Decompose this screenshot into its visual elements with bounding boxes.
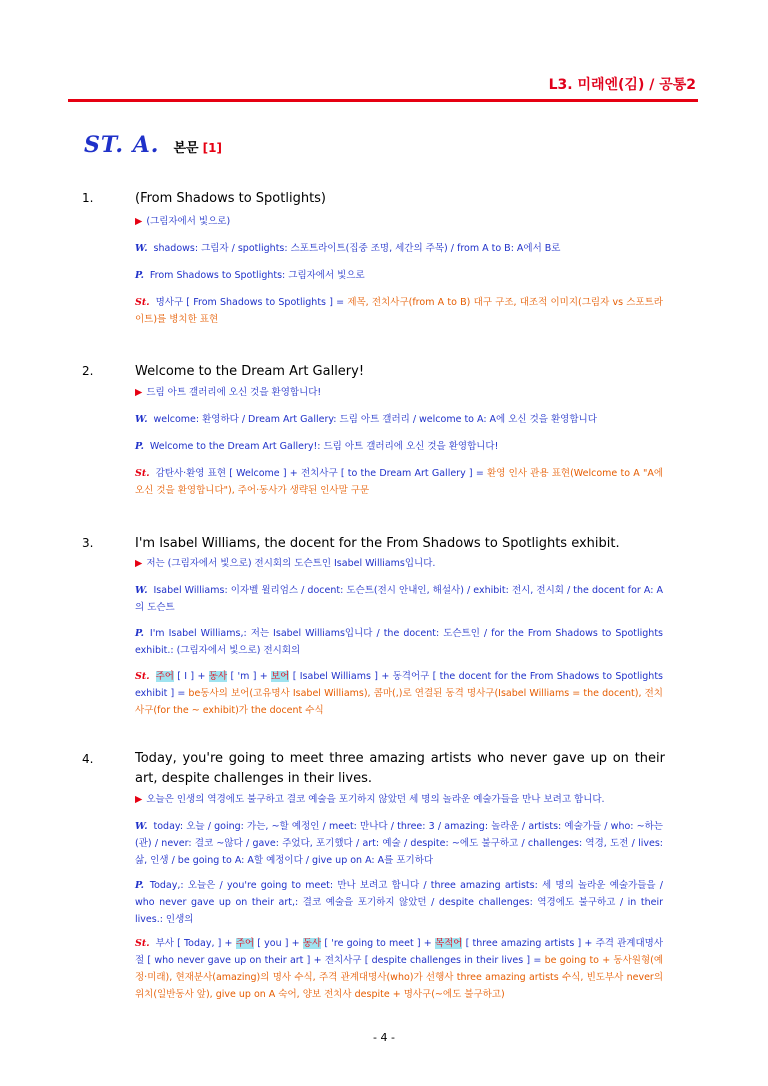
complement-highlight: 보어 — [271, 671, 290, 682]
word-row: W. welcome: 환영하다 / Dream Art Gallery: 드림 아트 갤러리 / welcome to A: A에 오신 것을 환영합니다 — [135, 414, 597, 425]
english-sentence: I'm Isabel Williams, the docent for the From Shadows to Spotlights exhibit. — [135, 536, 620, 551]
object-highlight: 목적어 — [434, 938, 463, 949]
word-tag: W. — [135, 243, 148, 254]
structure-row: St. 주어 [ I ] + 동사 [ 'm ] + 보어 [ Isabel Williams ] + 동격어구 [ the docent for the From Shadows to Spotlights exhibit ] = be동사의 보어(고유명사 Isabel Williams), 콤마(,)로 연결된 동격 명사구(Isabel Williams = the docent), 전치사구(for the ~ exhibit)가 the docent 수식 — [135, 671, 664, 716]
phrase-tag: P. — [135, 270, 144, 281]
translation: ▶ 드림 아트 갤러리에 오신 것을 환영합니다! — [135, 387, 322, 398]
subject-highlight: 주어 — [155, 671, 174, 682]
triangle-icon: ▶ — [135, 216, 143, 227]
word-tag: W. — [135, 585, 148, 596]
phrase-tag: P. — [135, 441, 144, 452]
section-title — [84, 132, 222, 158]
word-tag: W. — [135, 414, 148, 425]
header-rule — [68, 99, 698, 102]
section-sub: [1] — [202, 141, 222, 155]
page-header: L3. 미래엔(김) / 공통2 — [548, 77, 696, 93]
word-row: W. Isabel Williams: 이자벨 윌리엄스 / docent: 도슨트(전시 안내인, 해설사) / exhibit: 전시, 전시회 / the docent for A: A의 도슨트 — [135, 585, 663, 613]
triangle-icon: ▶ — [135, 558, 143, 569]
translation: ▶ 저는 (그림자에서 빛으로) 전시회의 도슨트인 Isabel Williams입니다. — [135, 558, 436, 569]
english-sentence: (From Shadows to Spotlights) — [135, 191, 327, 206]
phrase-row: P. From Shadows to Spotlights: 그림자에서 빛으로 — [135, 270, 365, 281]
english-sentence: Welcome to the Dream Art Gallery! — [135, 364, 365, 379]
item-number: 2. — [82, 364, 94, 378]
section-label: 본문 — [173, 141, 199, 156]
word-tag: W. — [135, 821, 148, 832]
word-row: W. shadows: 그림자 / spotlights: 스포트라이트(집중 조명, 세간의 주목) / from A to B: A에서 B로 — [135, 243, 561, 254]
structure-tag: St. — [135, 671, 150, 682]
page-number: - 4 - — [373, 1031, 395, 1044]
section-mark: ST. A. — [84, 132, 160, 158]
verb-highlight: 동사 — [302, 938, 322, 949]
translation: ▶ (그림자에서 빛으로) — [135, 216, 231, 227]
structure-row: St. 감탄사·환영 표현 [ Welcome ] + 전치사구 [ to the Dream Art Gallery ] = 환영 인사 관용 표현(Welcome to A "A에 오신 것을 환영합니다"), 주어·동사가 생략된 인사말 구문 — [135, 468, 663, 496]
structure-row: St. 부사 [ Today, ] + 주어 [ you ] + 동사 [ 're going to meet ] + 목적어 [ three amazing artists ] + 주격 관계대명사절 [ who never gave up on their art ] + 전치사구 [ despite challenges in their lives ] = be going to + 동사원형(예정·미래), 현재분사(amazing)의 명사 수식, 주격 관계대명사(who)가 선행사 three amazing artists 수식, 빈도부사 never의 위치(일반동사 앞), give up on A 숙어, 양보 전치사 despite + 명사구(~에도 불구하고) — [135, 938, 664, 1000]
structure-tag: St. — [135, 297, 150, 308]
translation: ▶ 오늘은 인생의 역경에도 불구하고 결코 예술을 포기하지 않았던 세 명의 놀라운 예술가들을 만나 보려고 합니다. — [135, 794, 605, 805]
structure-tag: St. — [135, 938, 150, 949]
verb-highlight: 동사 — [208, 671, 228, 682]
phrase-row: P. I'm Isabel Williams,: 저는 Isabel Williams입니다 / the docent: 도슨트인 / for the From Shadows to Spotlights exhibit.: (그림자에서 빛으로) 전시회의 — [135, 628, 663, 656]
subject-highlight: 주어 — [235, 938, 255, 949]
triangle-icon: ▶ — [135, 387, 143, 398]
word-row: W. today: 오늘 / going: 가는, ~할 예정인 / meet: 만나다 / three: 3 / amazing: 놀라운 / artists: 예술가들 / who: ~하는(관) / never: 결코 ~않다 / gave: 주었다, 포기했다 / art: 예술 / despite: ~에도 불구하고 / challenges: 역경, 도전 / lives: 삶, 인생 / be going to A: A할 예정이다 / give up on A: A를 포기하다 — [135, 821, 663, 866]
structure-row: St. 명사구 [ From Shadows to Spotlights ] = 제목, 전치사구(from A to B) 대구 구조, 대조적 이미지(그림자 vs 스포트라이트)를 병치한 표현 — [135, 297, 663, 325]
structure-tag: St. — [135, 468, 150, 479]
phrase-row: P. Welcome to the Dream Art Gallery!: 드림 아트 갤러리에 오신 것을 환영합니다! — [135, 441, 499, 452]
phrase-tag: P. — [135, 628, 144, 639]
phrase-row: P. Today,: 오늘은 / you're going to meet: 만나 보려고 합니다 / three amazing artists: 세 명의 놀라운 예술가들을 / who never gave up on their art,: 결코 예술을 포기하지 않았던 / despite challenges: 역경에도 불구하고 / in their lives.: 인생의 — [135, 880, 663, 925]
item-number: 1. — [82, 191, 94, 205]
english-sentence: Today, you're going to meet three amazing artists who never gave up on their art, despite challenges in their lives. — [135, 751, 665, 786]
item-number: 4. — [82, 752, 94, 766]
phrase-tag: P. — [135, 880, 144, 891]
triangle-icon: ▶ — [135, 794, 143, 805]
item-number: 3. — [82, 536, 94, 550]
